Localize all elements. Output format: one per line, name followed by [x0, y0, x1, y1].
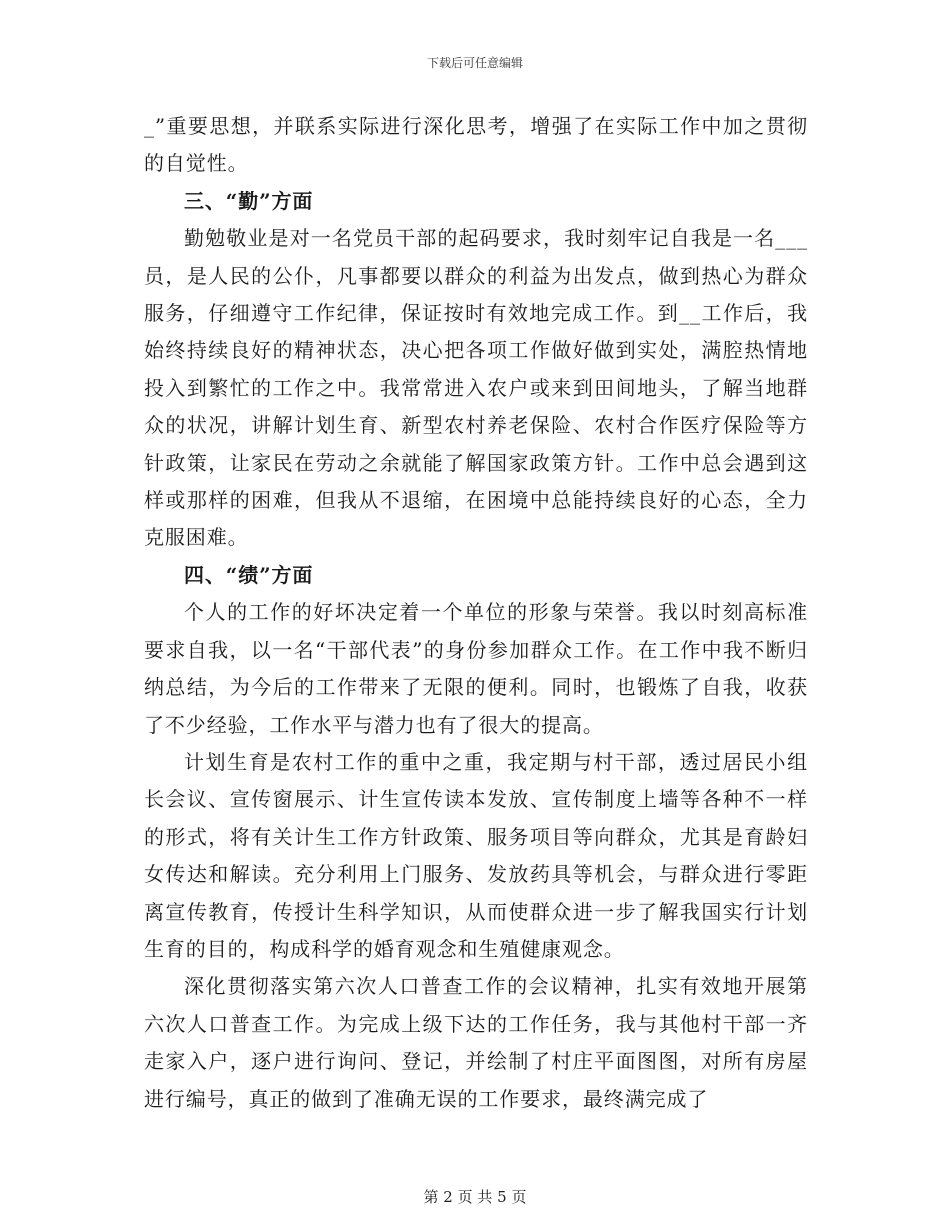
page-footer: 第 2 页 共 5 页	[423, 1188, 527, 1206]
paragraph-ji-3: 深化贯彻落实第六次人口普查工作的会议精神，扎实有效地开展第六次人口普查工作。为完成上级下达的工作任务，我与其他村干部一齐走家入户，逐户进行询问、登记，并绘制了村庄平面图图，对所有房屋进行编号，真正的做到了准确无误的工作要求，最终满完成了	[144, 974, 808, 1111]
paragraph-qin: 勤勉敬业是对一名党员干部的起码要求，我时刻牢记自我是一名___员，是人民的公仆，凡事都要以群众的利益为出发点，做到热心为群众服务，仔细遵守工作纪律，保证按时有效地完成工作。到__工作后，我始终持续良好的精神状态，决心把各项工作做好做到实处，满腔热情地投入到繁忙的工作之中。我常常进入农户或来到田间地头，了解当地群众的状况，讲解计划生育、新型农村养老保险、农村合作医疗保险等方针政策，让家民在劳动之余就能了解国家政策方针。工作中总会遇到这样或那样的困难，但我从不退缩，在困境中总能持续良好的心态，全力克服困难。	[144, 226, 808, 550]
paragraph-ji-2: 计划生育是农村工作的重中之重，我定期与村干部，透过居民小组长会议、宣传窗展示、计生宣传读本发放、宣传制度上墙等各种不一样的形式，将有关计生工作方针政策、服务项目等向群众，尤其是育龄妇女传达和解读。充分利用上门服务、发放药具等机会，与群众进行零距离宣传教育，传授计生科学知识，从而使群众进一步了解我国实行计划生育的目的，构成科学的婚育观念和生殖健康观念。	[144, 749, 808, 961]
paragraph-ji-1: 个人的工作的好坏决定着一个单位的形象与荣誉。我以时刻高标准要求自我，以一名“干部代表”的身份参加群众工作。在工作中我不断归纳总结，为今后的工作带来了无限的便利。同时，也锻炼了自我，收获了不少经验，工作水平与潜力也有了很大的提高。	[144, 600, 808, 737]
document-body	[144, 108, 808, 1118]
section-heading-qin: 三、“勤”方面	[184, 188, 314, 213]
page-header: 下载后可任意编辑	[426, 56, 523, 70]
paragraph-continuation: _”重要思想，并联系实际进行深化思考，增强了在实际工作中加之贯彻的自觉性。	[144, 114, 808, 176]
section-heading-ji: 四、“绩”方面	[184, 562, 314, 587]
